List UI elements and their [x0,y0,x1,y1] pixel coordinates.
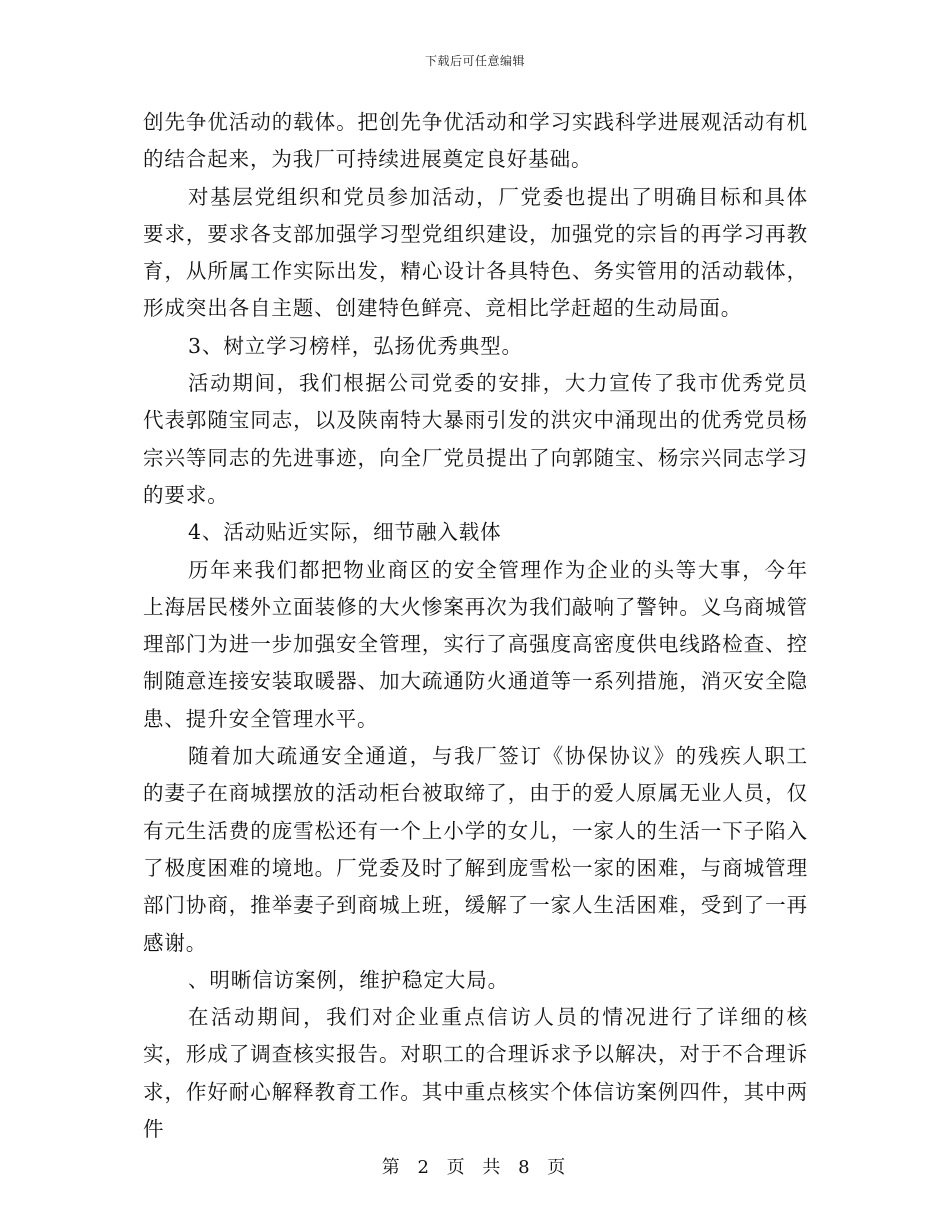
paragraph: 对基层党组织和党员参加活动，厂党委也提出了明确目标和具体要求，要求各支部加强学习型党组织建设，加强党的宗旨的再学习再教育，从所属工作实际出发，精心设计各具特色、务实管用的活动载体，形成突出各自主题、创建特色鲜亮、竞相比学赶超的生动局面。 [143,184,808,321]
paragraph: 历年来我们都把物业商区的安全管理作为企业的头等大事，今年上海居民楼外立面装修的大火惨案再次为我们敲响了警钟。义乌商城管理部门为进一步加强安全管理，实行了高强度高密度供电线路检查、控制随意连接安装取暖器、加大疏通防火通道等一系列措施，消灭安全隐患、提升安全管理水平。 [143,557,808,731]
page-header: 下载后可任意编辑 [424,54,525,68]
paragraph: 活动期间，我们根据公司党委的安排，大力宣传了我市优秀党员代表郭随宝同志，以及陕南特大暴雨引发的洪灾中涌现出的优秀党员杨宗兴等同志的先进事迹，向全厂党员提出了向郭随宝、杨宗兴同志学习的要求。 [143,371,808,507]
section-heading: 、明晰信访案例，维护稳定大局。 [188,967,509,992]
section-heading: 3、树立学习榜样，弘扬优秀典型。 [188,333,523,358]
paragraph: 随着加大疏通安全通道，与我厂签订《协保协议》的残疾人职工的妻子在商城摆放的活动柜台被取缔了，由于的爱人原属无业人员，仅有元生活费的庞雪松还有一个上小学的女儿，一家人的生活一下子陷入了极度困难的境地。厂党委及时了解到庞雪松一家的困难，与商城管理部门协商，推举妻子到商城上班，缓解了一家人生活困难，受到了一再感谢。 [143,744,808,955]
paragraph: 创先争优活动的载体。把创先争优活动和学习实践科学进展观活动有机的结合起来，为我厂可持续进展奠定良好基础。 [143,110,808,172]
paragraph: 在活动期间，我们对企业重点信访人员的情况进行了详细的核实，形成了调查核实报告。对职工的合理诉求予以解决，对于不合理诉求，作好耐心解释教育工作。其中重点核实个体信访案例四件，其中两件 [143,1005,808,1142]
page-number-footer: 第 2 页 共 8 页 [381,1157,569,1178]
section-heading: 4、活动贴近实际，细节融入载体 [188,520,502,545]
document-body [143,104,808,1148]
